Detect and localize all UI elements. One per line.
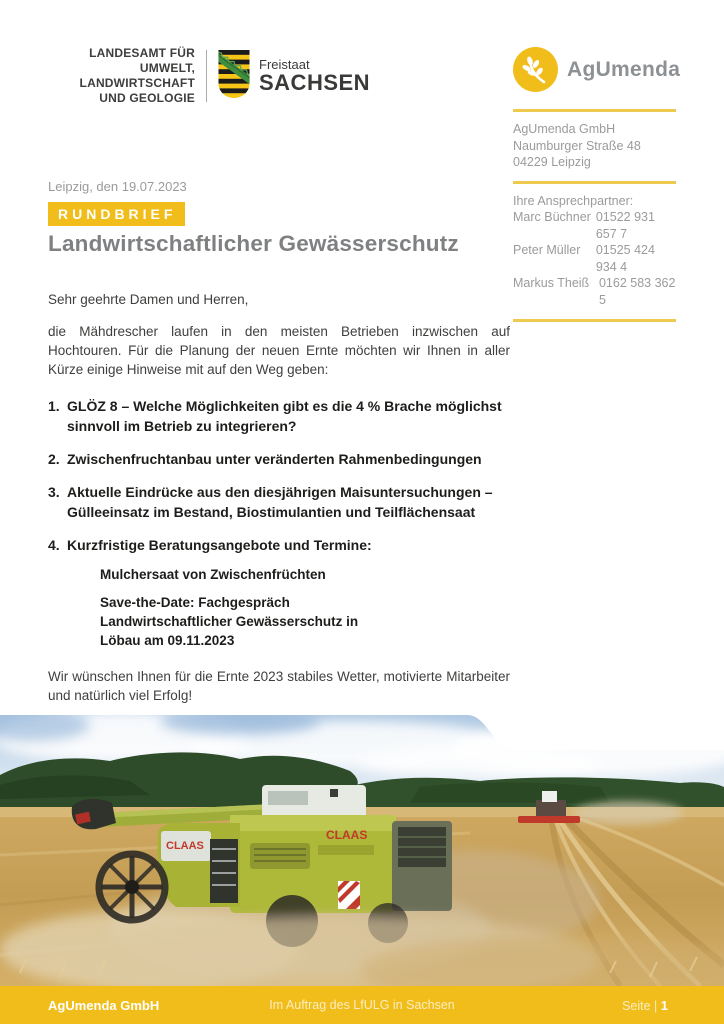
list-item [48,449,510,469]
yellow-rule [513,109,676,112]
numbered-list [48,396,510,650]
contact-row [513,275,676,308]
agency-line: LANDWIRTSCHAFT [79,76,195,90]
list-text: GLÖZ 8 – Welche Möglichkeiten gibt es die 4 % Brache möglichst sinnvoll im Betrieb zu integrieren? [67,398,502,434]
contact-name: Marc Büchner [513,210,591,224]
yellow-rule [513,319,676,322]
contact-phone: 01525 424 934 4 [595,243,655,274]
agency-line: UND GEOLOGIE [99,91,195,105]
page-number: 1 [660,997,668,1013]
hero-photo [0,715,724,986]
contact-name: Peter Müller [513,243,581,257]
list-text: Kurzfristige Beratungsangebote und Termine: [67,537,372,553]
dateline: Leipzig, den 19.07.2023 [48,179,187,194]
sub-item: Mulchersaat von Zwischenfrüchten [100,567,326,582]
footer-mandate: Im Auftrag des LfULG in Sachsen [269,998,455,1012]
photo-corner-notch [0,715,724,751]
brand-column [513,47,681,322]
state-wordmark [259,58,370,94]
footer-company: AgUmenda GmbH [48,997,160,1013]
contact-name: Markus Theiß [513,276,590,290]
address-line: 04229 Leipzig [513,155,591,169]
brand-wordmark: AgUmenda [567,57,681,81]
closing-paragraph: Wir wünschen Ihnen für die Ernte 2023 stabiles Wetter, motivierte Mitarbeiter und natürlich viel Erfolg! [48,669,510,703]
agency-line: LANDESAMT FÜR UMWELT, [89,46,195,75]
list-number: 1. [48,398,60,414]
list-text: Zwischenfruchtanbau unter veränderten Rahmenbedingungen [67,451,482,467]
list-item [48,396,510,436]
state-small-label: Freistaat [259,57,310,72]
machine-brand-text: CLAAS [166,840,204,852]
sub-item: Save-the-Date: Fachgespräch Landwirtschaftlicher Gewässerschutz in Löbau am 09.11.2023 [100,595,359,648]
intro-paragraph: die Mähdrescher laufen in den meisten Betrieben inzwischen auf Hochtouren. Für die Planung der neuen Ernte möchten wir Ihnen in aller Kürze einige Hinweise mit auf den Weg geben: [48,324,510,377]
letter-text [48,290,510,762]
letter-body [48,179,510,762]
address-block [513,121,676,171]
brand-logo [513,47,681,92]
yellow-rule [513,181,676,184]
contact-phone: 0162 583 362 5 [598,276,676,307]
rundbrief-badge: RUNDBRIEF [48,202,185,226]
agency-name [47,46,195,106]
list-number: 2. [48,451,60,467]
contacts-block [513,193,676,309]
contact-row [513,242,676,275]
footer-page-indicator: Seite | 1 [622,997,668,1013]
machine-brand-text: CLAAS [326,828,368,842]
contacts-heading: Ihre Ansprechpartner: [513,193,634,208]
list-item [48,482,510,522]
contact-row [513,209,676,242]
list-item [48,535,510,555]
list-number: 3. [48,484,60,500]
sub-item-list [100,565,510,650]
list-text: Aktuelle Eindrücke aus den diesjährigen Maisuntersuchungen – Gülleeinsatz im Bestand, Biostimulantien und Teilflächensaat [67,484,493,520]
state-large-label: SACHSEN [259,70,371,95]
saxony-coat-of-arms-icon [218,50,250,103]
address-line: Naumburger Straße 48 [513,138,641,153]
footer-bar [0,986,724,1024]
logo-divider [206,50,207,102]
list-number: 4. [48,537,60,553]
address-line: AgUmenda GmbH [513,122,616,136]
contact-phone: 01522 931 657 7 [595,210,655,241]
lfulg-logo [47,46,370,106]
wheat-icon [513,47,558,92]
page-title: Landwirtschaftlicher Gewässerschutz [48,231,459,256]
greeting: Sehr geehrte Damen und Herren, [48,292,249,307]
